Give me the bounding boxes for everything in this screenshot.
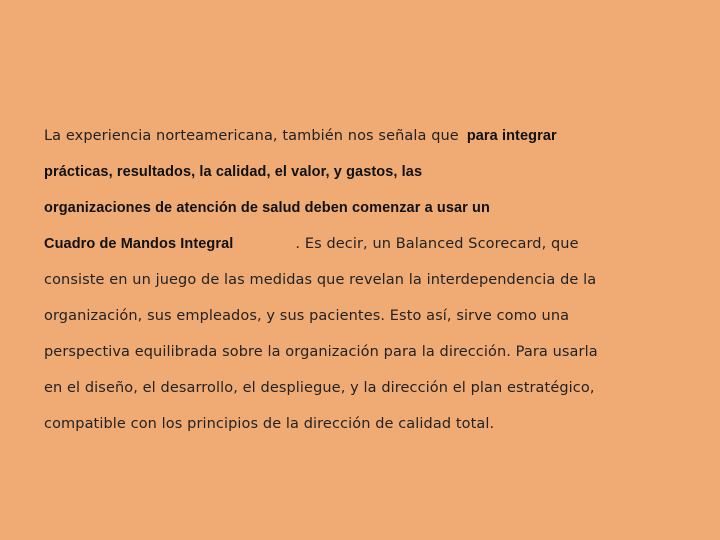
paragraph-line-6 [44, 298, 704, 334]
paragraph-text: organización, sus empleados, y sus pacientes. Esto así, sirve como una [44, 308, 570, 324]
emphasized-text: organizaciones de atención de salud deben comenzar a usar un [44, 200, 490, 216]
paragraph-line-5 [44, 262, 704, 298]
emphasized-text: para integrar [466, 128, 557, 144]
emphasized-text: prácticas, resultados, la calidad, el valor, y gastos, las [44, 164, 423, 180]
paragraph-text: compatible con los principios de la dirección de calidad total. [44, 416, 495, 432]
paragraph-text: en el diseño, el desarrollo, el despliegue, y la dirección el plan estratégico, [44, 380, 595, 396]
emphasized-term: Cuadro de Mandos Integral [44, 236, 234, 252]
paragraph-line-2 [44, 154, 704, 190]
paragraph-text: La experiencia norteamericana, también nos señala que [44, 128, 459, 144]
paragraph-line-8 [44, 370, 704, 406]
body-paragraph [44, 118, 704, 442]
paragraph-line-7 [44, 334, 704, 370]
paragraph-text: . Es decir, un Balanced Scorecard, que [295, 236, 579, 252]
paragraph-line-3 [44, 190, 704, 226]
paragraph-line-1 [44, 118, 704, 154]
paragraph-text: consiste en un juego de las medidas que revelan la interdependencia de la [44, 272, 597, 288]
paragraph-line-9 [44, 406, 704, 442]
paragraph-line-4 [44, 226, 704, 262]
paragraph-text: perspectiva equilibrada sobre la organización para la dirección. Para usarla [44, 344, 598, 360]
